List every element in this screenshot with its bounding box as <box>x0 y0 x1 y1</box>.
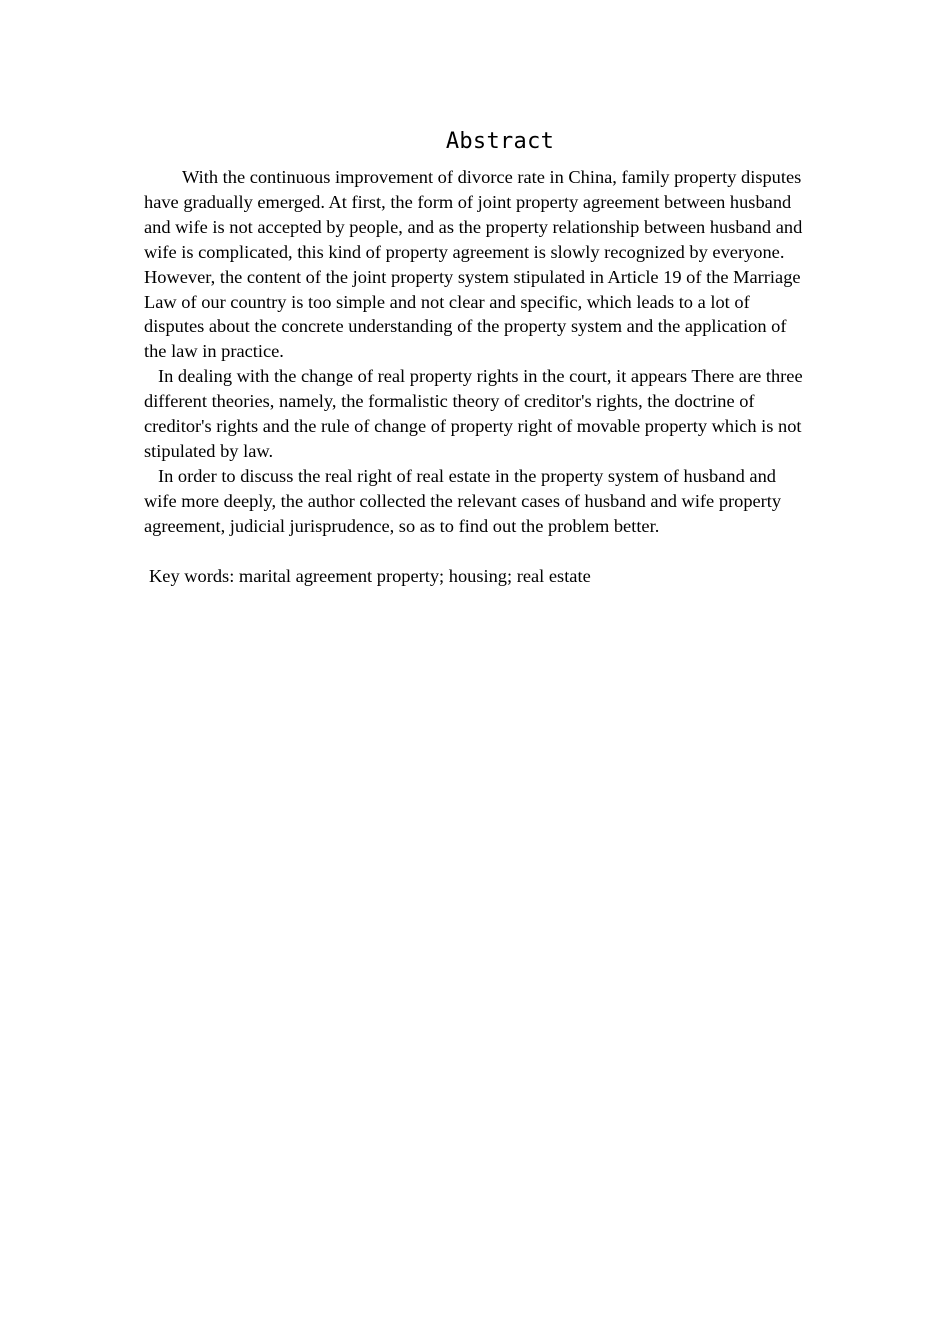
keywords-line: Key words: marital agreement property; housing; real estate <box>149 566 591 586</box>
abstract-paragraph: With the continuous improvement of divorce rate in China, family property disputes have gradually emerged. At first, the form of joint property agreement between husband and wife is not accepted by people, and as the property relationship between husband and wife is complicated, this kind of property agreement is slowly recognized by everyone. However, the content of the joint property system stipulated in Article 19 of the Marriage Law of our country is too simple and not clear and specific, which leads to a lot of disputes about the concrete understanding of the property system and the application of the law in practice. <box>144 167 803 362</box>
abstract-paragraph: In dealing with the change of real property rights in the court, it appears There are three different theories, namely, the formalistic theory of creditor's rights, the doctrine of creditor's rights and the rule of change of property right of movable property which is not stipulated by law. <box>144 366 803 461</box>
abstract-title: Abstract <box>445 129 555 154</box>
abstract-body <box>144 165 808 539</box>
abstract-paragraph: In order to discuss the real right of real estate in the property system of husband and wife more deeply, the author collected the relevant cases of husband and wife property agreement, judicial jurisprudence, so as to find out the problem better. <box>144 465 782 536</box>
